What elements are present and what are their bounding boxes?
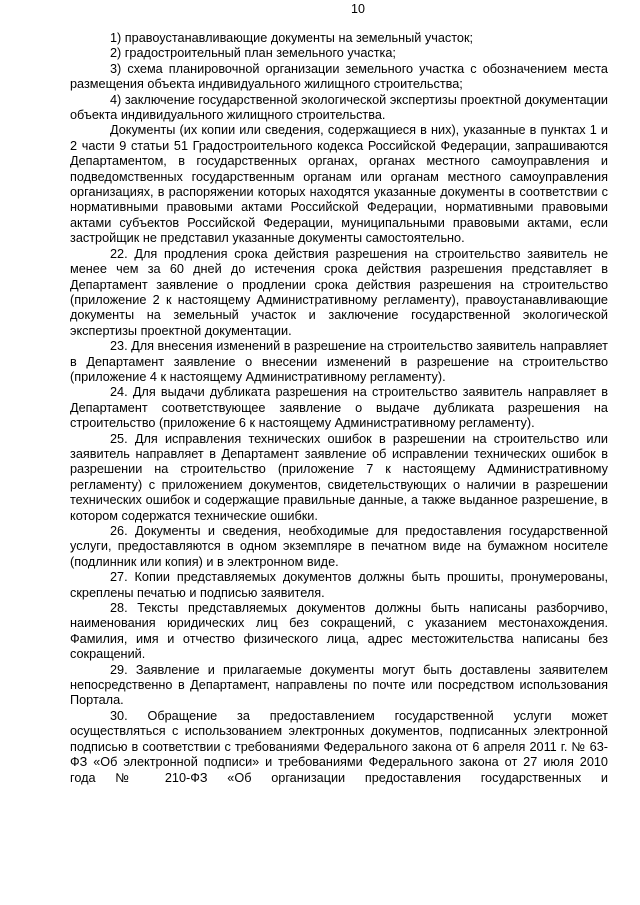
paragraph-documents-requested: Документы (их копии или сведения, содержащиеся в них), указанные в пунктах 1 и 2 части 9 статьи 51 Градостроительного кодекса Российской Федерации, запрашиваются Департаментом, в государственных органах, органах местного самоуправления и подведомственных государственным органам или органам местного самоуправления организациях, в распоряжении которых находятся указанные документы в соответствии с нормативными правовыми актами Российской Федерации, нормативными правовыми актами субъектов Российской Федерации, муниципальными правовыми актами, если застройщик не представил указанные документы самостоятельно. (70, 123, 608, 246)
list-item-3: 3) схема планировочной организации земельного участка с обозначением места размещения объекта индивидуального жилищного строительства; (70, 61, 608, 92)
page-number: 10 (351, 2, 365, 16)
paragraph-item-30: 30. Обращение за предоставлением государственной услуги может осуществляться с использованием электронных документов, подписанных электронной подписью в соответствии с требованиями Федерального закона от 6 апреля 2011 г. № 63-ФЗ «Об электронной подписи» и требованиями Федерального закона от 27 июля 2010 года № 210-ФЗ «Об организации предоставления государственных и (70, 708, 608, 785)
list-item-1: 1) правоустанавливающие документы на земельный участок; (110, 31, 474, 45)
paragraph-item-27: 27. Копии представляемых документов должны быть прошиты, пронумерованы, скреплены печатью и подписью заявителя. (70, 570, 608, 600)
paragraph-item-28: 28. Тексты представляемых документов должны быть написаны разборчиво, наименования юридических лиц без сокращений, с указанием местонахождения. Фамилия, имя и отчество физического лица, адрес местожительства написаны без сокращений. (70, 601, 608, 662)
list-item-2: 2) градостроительный план земельного участка; (110, 46, 396, 61)
paragraph-item-29: 29. Заявление и прилагаемые документы могут быть доставлены заявителем непосредственно в Департамент, направлены по почте или посредством использования Портала. (70, 662, 608, 708)
paragraph-item-23: 23. Для внесения изменений в разрешение на строительство заявитель направляет в Департамент заявление о внесении изменений в разрешение на строительство (приложение 4 к настоящему Административному регламенту). (70, 339, 608, 384)
paragraph-item-24: 24. Для выдачи дубликата разрешения на строительство заявитель направляет в Департамент соответствующее заявление о выдаче дубликата разрешения на строительство (приложение 6 к настоящему Административному регламенту). (70, 385, 608, 431)
paragraph-item-25: 25. Для исправления технических ошибок в разрешении на строительство или заявитель направляет в Департамент заявление об исправлении технических ошибок в разрешении на строительство (приложение 7 к настоящему Административному регламенту) с приложением документов, свидетельствующих о наличии в разрешении технических ошибок и содержащие правильные данные, а также выданное разрешение, в котором содержатся технические ошибки. (70, 431, 608, 523)
paragraph-item-22: 22. Для продления срока действия разрешения на строительство заявитель не менее чем за 60 дней до истечения срока действия разрешения представляет в Департамент заявление о продлении срока действия разрешения на строительство (приложение 2 к настоящему Административному регламенту), правоустанавливающие документы на земельный участок и заключение государственной экологической экспертизы проектной документации. (70, 246, 608, 338)
list-item-4: 4) заключение государственной экологической экспертизы проектной документации объекта индивидуального жилищного строительства. (70, 92, 608, 123)
paragraph-item-26: 26. Документы и сведения, необходимые для предоставления государственной услуги, предоставляются в одном экземпляре в печатном виде на бумажном носителе (подлинник или копия) и в электронном виде. (70, 524, 608, 569)
